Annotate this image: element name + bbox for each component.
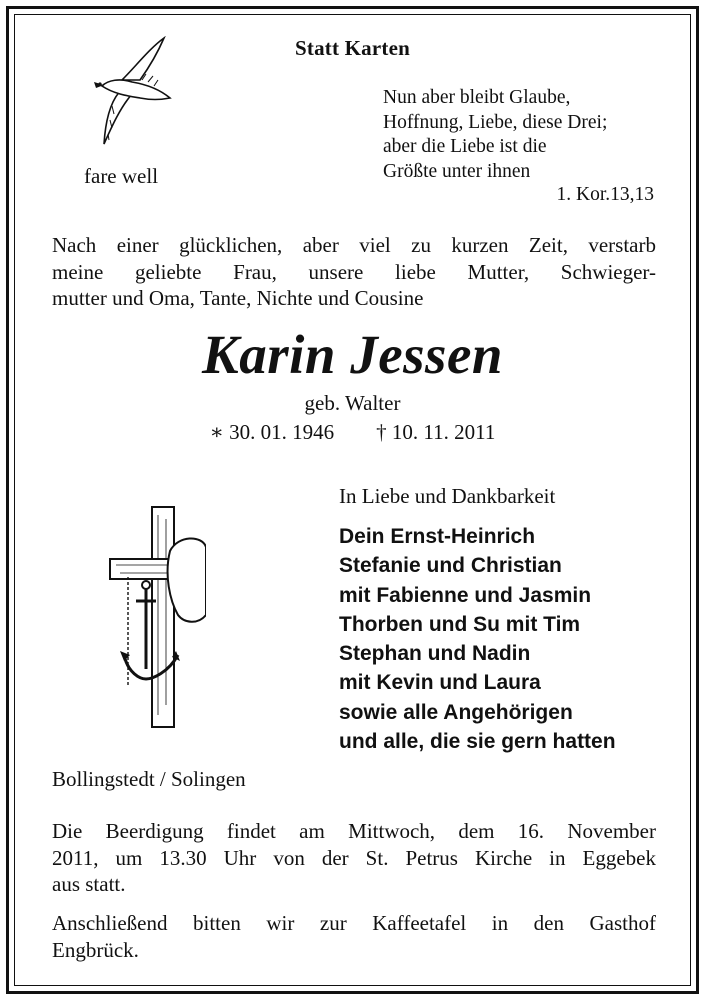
funeral-paragraph <box>52 818 656 898</box>
maiden-name: geb. Walter <box>304 391 401 415</box>
mourner-line: sowie alle Angehörigen <box>339 700 573 724</box>
verse-line: Größte unter ihnen <box>383 160 531 182</box>
life-dates: ∗ 30. 01. 1946 † 10. 11. 2011 <box>209 420 496 444</box>
deceased-name: Karin Jessen <box>202 324 503 385</box>
intro-line: meine geliebte Frau, unsere liebe Mutter, Schwieger- <box>52 259 656 284</box>
mourner-line: Stephan und Nadin <box>339 642 531 666</box>
header-title: Statt Karten <box>295 36 410 60</box>
coffee-line: Engbrück. <box>52 937 139 962</box>
mourner-line: mit Kevin und Laura <box>339 671 541 695</box>
funeral-line: aus statt. <box>52 872 126 896</box>
cross-anchor-heart-icon <box>106 505 206 729</box>
mourner-line: Dein Ernst-Heinrich <box>339 525 536 548</box>
verse-reference: 1. Kor.13,13 <box>556 184 654 205</box>
intro-line: Nach einer glücklichen, aber viel zu kurzen Zeit, verstarb <box>52 233 656 257</box>
farewell-text: fare well <box>84 164 159 188</box>
verse-line: Nun aber bleibt Glaube, <box>383 87 571 108</box>
verse-line: aber die Liebe ist die <box>383 136 547 157</box>
funeral-line: 2011, um 13.30 Uhr von der St. Petrus Kirche in Eggebek <box>52 845 656 870</box>
mourner-line: Thorben und Su mit Tim <box>339 612 581 636</box>
mourners-list <box>339 522 616 756</box>
mourners-intro: In Liebe und Dankbarkeit <box>339 484 556 508</box>
place-text: Bollingstedt / Solingen <box>52 767 246 791</box>
seagull-icon <box>92 36 178 154</box>
intro-paragraph <box>52 232 656 312</box>
coffee-paragraph <box>52 910 656 963</box>
mourner-line: mit Fabienne und Jasmin <box>339 583 592 607</box>
verse-line: Hoffnung, Liebe, diese Drei; <box>383 111 608 133</box>
funeral-line: Die Beerdigung findet am Mittwoch, dem 16. November <box>52 819 656 843</box>
intro-line: mutter und Oma, Tante, Nichte und Cousine <box>52 286 424 310</box>
mourner-line: und alle, die sie gern hatten <box>339 730 616 754</box>
coffee-line: Anschließend bitten wir zur Kaffeetafel in den Gasthof <box>52 911 656 935</box>
mourner-line: Stefanie und Christian <box>339 554 562 578</box>
bible-verse <box>383 86 607 184</box>
